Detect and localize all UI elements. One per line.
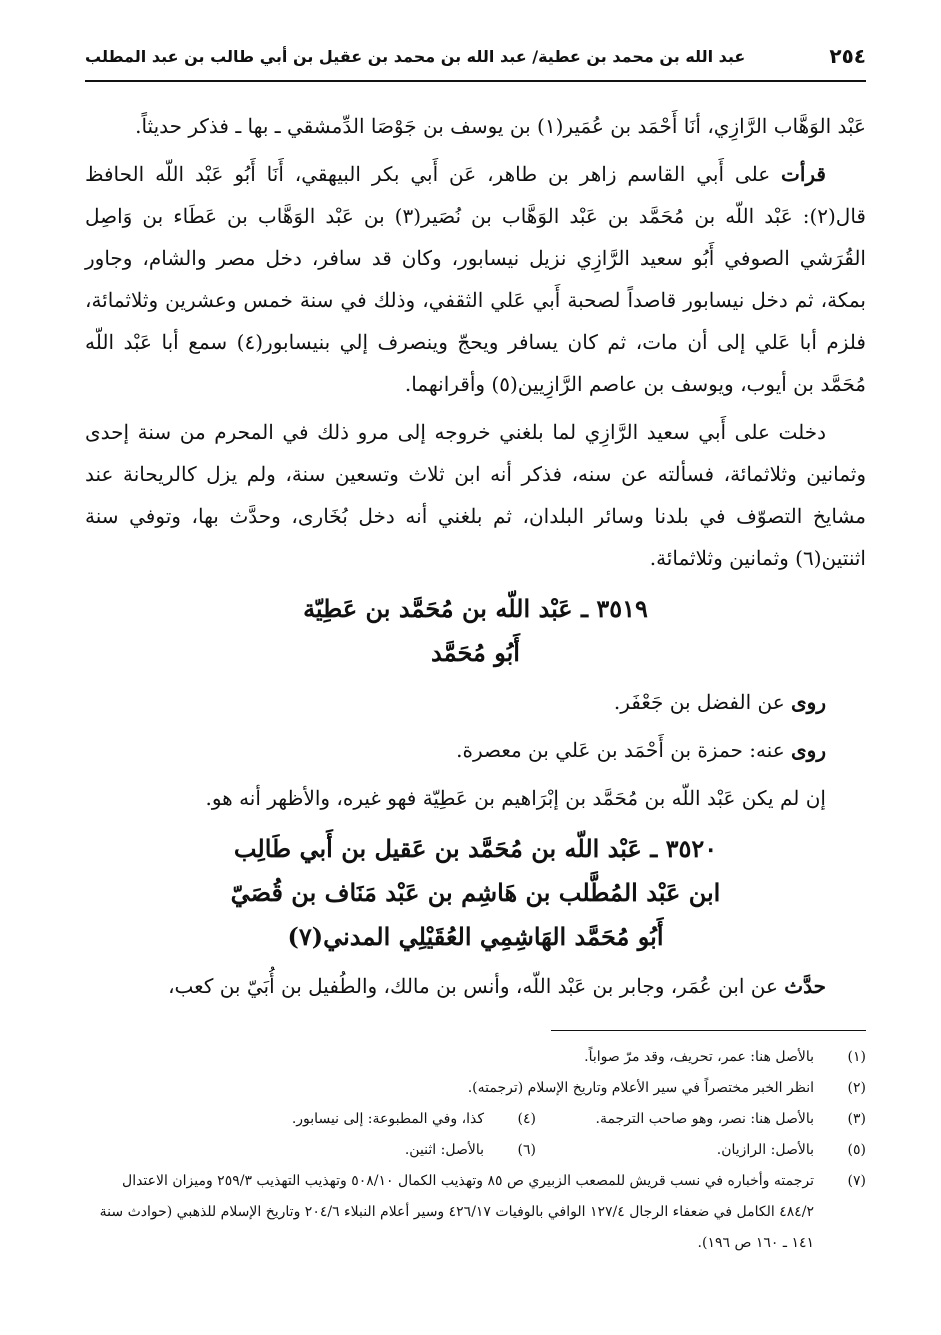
entry-3520-name-line-1: ٣٥٢٠ ـ عَبْد اللّه بن مُحَمَّد بن عَقيل بن أَبي طَالِب	[233, 834, 718, 863]
entry-3519-rawa-text: عن الفضل بن جَعْفَر.	[613, 690, 785, 714]
keyword-haddatha: حدَّث	[784, 974, 826, 998]
entry-3519-name: ٣٥١٩ ـ عَبْد اللّه بن مُحَمَّد بن عَطِيّة	[303, 594, 648, 623]
main-text	[85, 105, 866, 1013]
footnote-7	[85, 1166, 866, 1259]
footnotes	[85, 1042, 866, 1259]
footnote-text: بالأصل هنا: نصر، وهو صاحب الترجمة.	[595, 1111, 814, 1127]
entry-3519-rawa-anhu	[85, 729, 866, 771]
page-number: ٢٥٤	[829, 44, 866, 68]
keyword-rawa: روى	[791, 690, 826, 714]
footnote-number: (١)	[847, 1049, 866, 1065]
footnote-number: (٥)	[847, 1142, 866, 1158]
entry-3520-name-line-2: ابن عَبْد المُطَّلب بن هَاشِم بن عَبْد مَنَاف بن قُصَيّ	[230, 878, 721, 907]
footnote-rule	[551, 1030, 866, 1031]
footnote-text: انظر الخبر مختصراً في سير الأعلام وتاريخ الإسلام (ترجمته).	[467, 1080, 814, 1096]
footnote-text: كذا، وفي المطبوعة: إلى نيسابور.	[291, 1111, 484, 1127]
entry-3520-hadith	[85, 965, 866, 1007]
footnote-number: (٤)	[517, 1111, 536, 1127]
footnote-number: (٣)	[847, 1111, 866, 1127]
footnote-text: بالأصل: اثنين.	[404, 1142, 484, 1158]
footnote-text: ترجمته وأخباره في نسب قريش للمصعب الزبيري ص ٨٥ وتهذيب الكمال ٥٠٨/١٠ وتهذيب التهذيب ٢٥٩/٣ وميزان الاعتدال ٤٨٤/٢ الكامل في ضعفاء الرجال ١٢٧/٤ الوافي بالوفيات ٤٢٦/١٧ وسير أعلام النبلاء ٢٠٤/٦ وتاريخ الإسلام للذهبي (حوادث سنة ١٤١ ـ ١٦٠ ص ١٩٦).	[99, 1173, 814, 1251]
running-title: عبد الله بن محمد بن عطية/ عبد الله بن محمد بن عقيل بن أبي طالب بن عبد المطلب	[85, 46, 746, 66]
footnote-number: (٧)	[847, 1173, 866, 1189]
entry-3519-rawa-anhu-text: عنه: حمزة بن أَحْمَد بن عَلي بن معصرة.	[456, 738, 785, 762]
entry-3519-note: إن لم يكن عَبْد اللّه بن مُحَمَّد بن إبْرَاهيم بن عَطِيّة فهو غيره، والأظهر أنه هو.	[205, 786, 826, 810]
footnote-1	[85, 1042, 866, 1073]
footnote-number: (٦)	[517, 1142, 536, 1158]
entry-3519-heading	[85, 587, 866, 675]
running-header	[85, 38, 866, 74]
footnote-row-5-6	[85, 1135, 866, 1166]
keyword-qaraat: قرأت	[781, 162, 826, 186]
entry-3519-rawa	[85, 681, 866, 723]
entry-3520-hadith-text: عن ابن عُمَر، وجابر بن عَبْد اللّه، وأنس بن مالك، والطُفيل بن أُبَيّ بن كعب،	[168, 974, 778, 998]
entry-3520-heading	[85, 827, 866, 959]
footnote-text: بالأصل: الرازيان.	[716, 1142, 814, 1158]
entry-3520-kunya: أَبُو مُحَمَّد الهَاشِمِي العُقَيْلِي المدني(٧)	[287, 922, 664, 951]
footnote-row-3-4	[85, 1104, 866, 1135]
footnote-3	[536, 1104, 866, 1135]
paragraph-2	[85, 153, 866, 405]
paragraph-3: دخلت على أَبي سعيد الرَّازِي لما بلغني خروجه إلى مرو ذلك في المحرم من سنة إحدى وثمانين وثلاثمائة، فسألته عن سنه، فذكر أنه ابن ثلاث وتسعين سنة، ولم يزل كالريحانة عند مشايخ التصوّف في بلدنا وسائر البلدان، ثم بلغني أنه دخل بُخَارى، وحدَّث بها، وتوفي سنة اثنتين(٦) وثمانين وثلاثمائة.	[85, 420, 866, 570]
footnote-text: بالأصل هنا: عمر، تحريف، وقد مرّ صواباً.	[584, 1049, 814, 1065]
entry-3519-kunya: أَبُو مُحَمَّد	[431, 638, 520, 667]
footnote-number: (٢)	[847, 1080, 866, 1096]
footnote-6	[405, 1135, 536, 1166]
footnote-4	[292, 1104, 536, 1135]
footnote-2	[85, 1073, 866, 1104]
header-rule	[85, 80, 866, 82]
footnote-5	[536, 1135, 866, 1166]
paragraph-1: عَبْد الوَهَّاب الرَّازِي، أنَا أَحْمَد بن عُمَير(١) بن يوسف بن جَوْصَا الدِّمشقي ـ بها ـ فذكر حديثاً.	[135, 114, 866, 138]
paragraph-2-text: على أَبي القاسم زاهر بن طاهر، عَن أَبي بكر البيهقي، أَنَا أَبُو عَبْد اللّه الحافظ قال(٢): عَبْد اللّه بن مُحَمَّد بن عَبْد الوَهَّاب بن نُصَير(٣) بن عَبْد الوَهَّاب بن عَطَاء بن وَاصِل القُرَشي الصوفي أَبُو سعيد الرَّازِي نزيل نيسابور، وكان قد سافر، دخل مصر والشام، وجاور بمكة، ثم دخل نيسابور قاصداً لصحبة أَبي عَلي الثقفي، وذلك في سنة خمس وعشرين وثلاثمائة، فلزم أبا عَلي إلى أن مات، ثم كان يسافر ويحجّ وينصرف إلي بنيسابور(٤) سمع أبا عَبْد اللّه مُحَمَّد بن أيوب، ويوسف بن عاصم الرَّازِيين(٥) وأقرانهما.	[85, 162, 866, 396]
keyword-rawa-2: روى	[791, 738, 826, 762]
